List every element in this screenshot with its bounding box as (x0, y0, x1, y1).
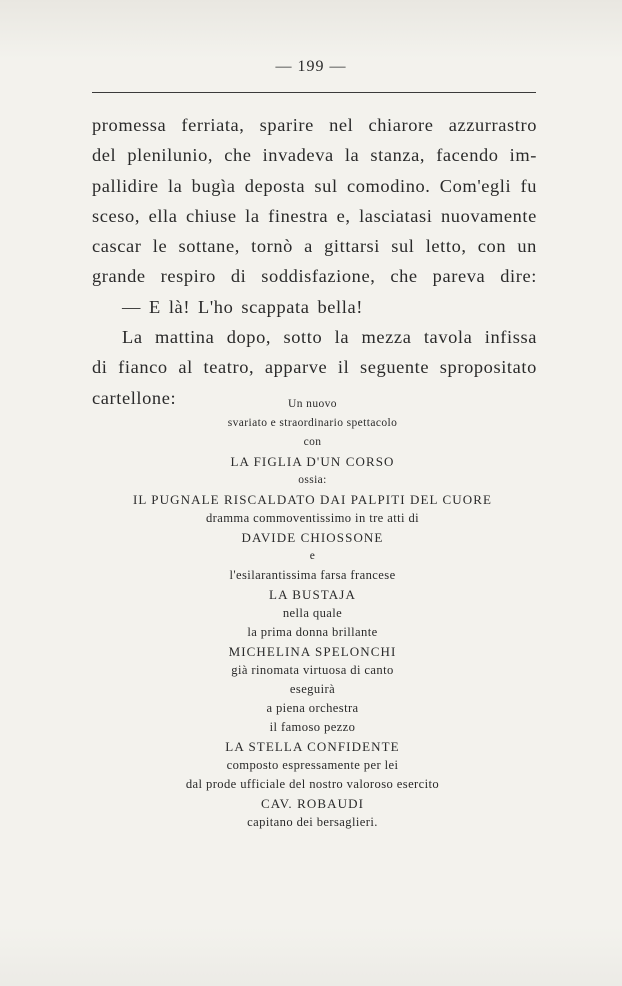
playbill-line: DAVIDE CHIOSSONE (241, 530, 384, 545)
playbill-line: Un nuovo (288, 398, 337, 410)
word: mattina (154, 327, 215, 348)
playbill-line: con (303, 436, 322, 448)
word: plenilunio, (127, 145, 214, 166)
word: pareva (432, 266, 486, 287)
word: La (122, 327, 143, 348)
word: del (92, 145, 117, 166)
word: grande (92, 266, 146, 287)
word: bella! (317, 296, 363, 317)
word: cascar (92, 236, 142, 257)
playbill-line: e (309, 550, 316, 562)
word: sottane, (178, 236, 240, 257)
word: facendo (436, 145, 499, 166)
word: — (122, 296, 141, 317)
word: un (517, 236, 537, 257)
page-number: — 199 — (275, 58, 347, 75)
word: mezza (361, 327, 412, 348)
word: gittarsi (324, 236, 381, 257)
word: ferriata, (181, 115, 245, 135)
playbill-line: capitano dei bersaglieri. (247, 815, 378, 829)
word: comodino. (346, 175, 431, 196)
word: promessa (92, 115, 167, 135)
word: le (152, 236, 168, 257)
word: L'ho (198, 296, 234, 317)
word: con (477, 236, 507, 257)
body-text (92, 110, 537, 413)
word: invadeva (262, 145, 334, 166)
playbill-line: nella quale (282, 606, 343, 620)
word: il (337, 357, 350, 378)
word: apparve (264, 357, 328, 378)
playbill-line: ossia: (298, 474, 327, 486)
word: im- (509, 145, 537, 166)
word: cartellone: (92, 387, 177, 408)
word: la (167, 175, 183, 196)
word: bugìa (191, 175, 236, 196)
playbill-line: LA FIGLIA D'UN CORSO (230, 454, 395, 469)
word: teatro, (203, 357, 255, 378)
playbill-line: composto espressamente per lei (226, 758, 399, 772)
text-line (92, 261, 537, 291)
word: stanza, (370, 145, 426, 166)
word: respiro (160, 266, 216, 287)
text-line (92, 292, 537, 322)
word: tornò (251, 236, 293, 257)
word: nuovamente (441, 205, 537, 226)
playbill-line: svariato e straordinario spettacolo (227, 417, 398, 429)
word: là! (168, 296, 191, 317)
header-rule (92, 92, 536, 93)
word: sul (314, 175, 338, 196)
word: dire: (500, 266, 537, 287)
playbill-line: a piena orchestra (266, 701, 359, 715)
playbill-line: il famoso pezzo (269, 720, 356, 734)
word: sotto (283, 327, 323, 348)
word: chiuse (186, 205, 237, 226)
word: la (245, 205, 260, 226)
word: tavola (423, 327, 473, 348)
playbill-line: già rinomata virtuosa di canto (231, 663, 394, 677)
word: lasciatasi (359, 205, 433, 226)
text-line (92, 140, 537, 170)
word: chiarore (368, 115, 434, 135)
word: al (178, 357, 193, 378)
text-line (92, 231, 537, 261)
playbill-line: CAV. ROBAUDI (260, 796, 365, 811)
word: letto, (425, 236, 467, 257)
playbill-line: la prima donna brillante (247, 625, 378, 639)
word: spropositato (439, 357, 537, 378)
word: la (334, 327, 350, 348)
playbill-line: MICHELINA SPELONCHI (228, 644, 397, 659)
text-line (92, 352, 537, 382)
word: che (224, 145, 252, 166)
word: finestra (268, 205, 329, 226)
playbill-text (60, 395, 565, 832)
text-line (92, 201, 537, 231)
word: ella (148, 205, 178, 226)
word: seguente (360, 357, 430, 378)
word: nel (329, 115, 354, 135)
text-line (92, 110, 537, 140)
word: a (304, 236, 313, 257)
word: pallidire (92, 175, 159, 196)
text-line (92, 322, 537, 352)
playbill-line: IL PUGNALE RISCALDATO DAI PALPITI DEL CUORE (132, 492, 493, 507)
playbill-line: eseguirà (289, 682, 336, 696)
playbill-line: dal prode ufficiale del nostro valoroso esercito (185, 777, 440, 791)
word: la (344, 145, 360, 166)
word: e, (336, 205, 351, 226)
word: fu (520, 175, 537, 196)
word: sparire (259, 115, 314, 135)
word: soddisfazione, (261, 266, 376, 287)
word: deposta (244, 175, 306, 196)
word: che (390, 266, 418, 287)
word: fianco (118, 357, 168, 378)
playbill-line: LA BUSTAJA (269, 587, 356, 602)
word: E (149, 296, 161, 317)
word: scappata (241, 296, 310, 317)
playbill-line: LA STELLA CONFIDENTE (225, 739, 400, 754)
word: di (230, 266, 247, 287)
word: Com'egli (439, 175, 512, 196)
word: sceso, (92, 205, 141, 226)
playbill-line: l'esilarantissima farsa francese (229, 568, 396, 582)
word: sul (391, 236, 415, 257)
word: di (92, 357, 108, 378)
word: dopo, (226, 327, 272, 348)
word: azzurrastro (448, 115, 537, 135)
word: infissa (484, 327, 537, 348)
playbill-line: dramma commoventissimo in tre atti di (205, 511, 420, 525)
text-line (92, 171, 537, 201)
